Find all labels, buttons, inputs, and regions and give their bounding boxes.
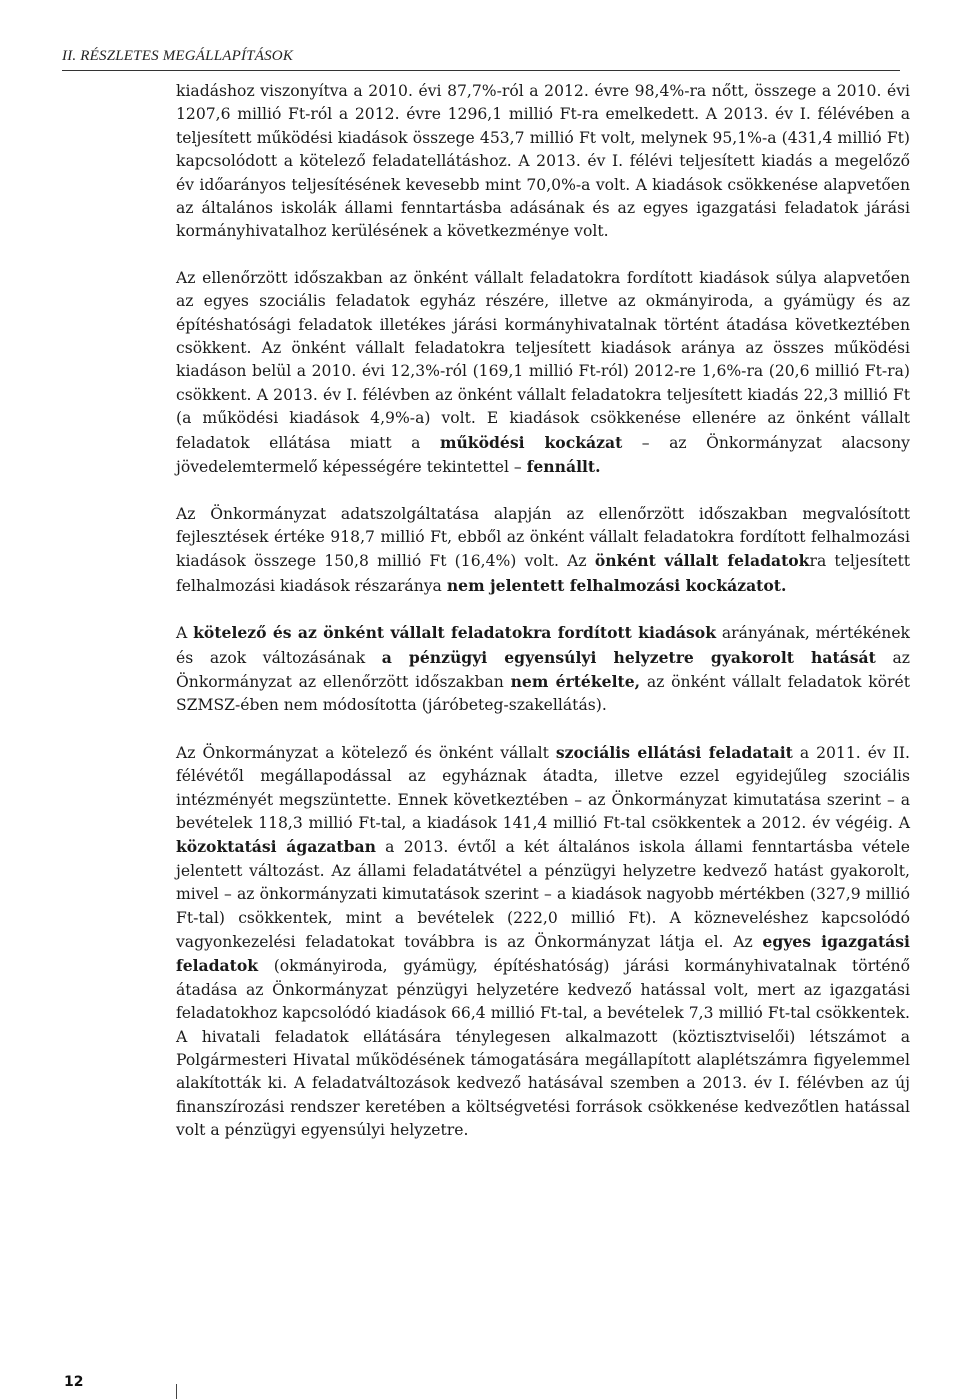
bold-phrase: önként vállalt feladatok	[594, 551, 810, 571]
text-run: arányának, mértékének és azok változásának	[176, 624, 911, 667]
bold-phrase: kötelező és az önként vállalt feladatokra fordított kiadások	[193, 623, 717, 643]
text-run: Az ellenőrzött időszakban az önként vállalt feladatokra fordított kiadások súlya alapvetően az egyes szociális feladatok egyház részére, illetve az okmányiroda, a gyámügy és az építéshatósági feladatok illetékes járási kormányhivatalnak történt átadása következtében csökkent. Az önként vállalt feladatokra teljesített kiadások aránya az összes működési kiadáson belül a 2010. évi 12,3%-ról (169,1 millió Ft-ról) 2012-re 1,6%-ra (20,6 millió Ft-ra) csökkent. A 2013. év I. félévben az önként vállalt feladatokra teljesített kiadás 22,3 millió Ft (a működési kiadások 4,9%-a) volt. E kiadások csökkenése ellenére az önként vállalt feladatok ellátása miatt a	[176, 268, 910, 452]
bold-phrase: egyes igazgatási feladatok	[176, 932, 910, 976]
bold-phrase: szociális ellátási feladatait	[555, 742, 793, 762]
paragraph-3	[176, 503, 910, 599]
page-number: 12	[64, 1374, 84, 1390]
running-header: II. RÉSZLETES MEGÁLLAPÍTÁSOK	[62, 48, 294, 64]
paragraph-5	[176, 741, 910, 1143]
text-run: az önként vállalt feladatok körét SZMSZ-ében nem módosította (járóbeteg-szakellátás).	[176, 672, 910, 715]
text-run: kiadáshoz viszonyítva a 2010. évi 87,7%-ról a 2012. évre 98,4%-ra nőtt, összege a 2010. évi 1207,6 millió Ft-ról a 2012. évre 1296,1 millió Ft-ra emelkedett. A 2013. év I. félévében a teljesített működési kiadások összege 453,7 millió Ft volt, melynek 95,1%-a (431,4 millió Ft) kapcsolódott a kötelező feladatellátáshoz. A 2013. év I. félévi teljesített kiadás a megelőző év időarányos teljesítésének kevesebb mint 70,0%-a volt. A kiadások csökkenése alapvetően az általános iskolák állami fenntartásba adásának és az egyes igazgatási feladatok járási kormányhivatalhoz kerülésének a következménye volt.	[176, 82, 910, 241]
bold-phrase: fennállt.	[526, 457, 601, 477]
text-run: Az Önkormányzat a kötelező és önként vállalt	[176, 743, 556, 762]
text-run: Az Önkormányzat adatszolgáltatása alapján az ellenőrzött időszakban megvalósított fejlesztések értéke 918,7 millió Ft, ebből az önként vállalt feladatokra fordított felhalmozási kiadások összege 150,8 millió Ft (16,4%) volt. Az	[176, 504, 910, 571]
paragraph-4	[176, 621, 910, 718]
text-run: az Önkormányzat az ellenőrzött időszakban	[176, 648, 910, 691]
bold-phrase: közoktatási ágazatban	[176, 837, 376, 857]
text-run: (okmányiroda, gyámügy, építéshatóság) járási kormányhivatalnak történő átadása az Önkormányzat pénzügyi helyzetére kedvező hatással volt, mert az igazgatási feladatokhoz kapcsolódó kiadások 66,4 millió Ft-tal, a bevételek 7,3 millió Ft-tal csökkentek. A hivatali feladatok ellátására ténylegesen alkalmazott (köztisztviselői) létszámot a Polgármesteri Hivatal működésének támogatására megállapított alaplétszámra figyelemmel alakították ki. A feladatváltozások kedvező hatásával szemben a 2013. év I. félévben az új finanszírozási rendszer keretében a költségvetési források csökkenése kedvezőtlen hatással volt a pénzügyi egyensúlyi helyzetre.	[176, 957, 910, 1140]
bold-phrase: nem értékelte,	[510, 671, 641, 691]
text-run: ra teljesített felhalmozási kiadások részaránya	[176, 552, 910, 595]
header-rule	[62, 70, 900, 71]
paragraph-1	[176, 80, 910, 244]
paragraph-2	[176, 267, 910, 480]
bold-phrase: nem jelentett felhalmozási kockázatot.	[446, 575, 787, 595]
body-text	[176, 80, 910, 1166]
bold-phrase: a pénzügyi egyensúlyi helyzetre gyakorolt hatását	[381, 647, 876, 667]
text-run: – az Önkormányzat alacsony jövedelemtermelő képességére tekintettel –	[176, 433, 910, 477]
text-run: a 2011. év II. félévétől megállapodással az egyháznak átadta, illetve ezzel egyidejűleg szociális intézményét megszüntette. Ennek következtében – az Önkormányzat kimutatása szerint – a bevételek 118,3 millió Ft-tal, a kiadások 141,4 millió Ft-tal csökkentek a 2012. év végéig. A	[176, 743, 910, 832]
margin-line	[176, 1384, 177, 1399]
text-run: a 2013. évtől a két általános iskola állami fenntartásba vétele jelentett változást. Az állami feladatátvétel a pénzügyi helyzetre kedvező hatást gyakorolt, mivel – az önkormányzati kimutatások szerint – a kiadások nagyobb mértékben (327,9 millió Ft-tal) csökkentek, mint a bevételek (222,0 millió Ft). A közneveléshez kapcsolódó vagyonkezelési feladatokat továbbra is az Önkormányzat látja el. Az	[176, 838, 910, 951]
bold-phrase: működési kockázat	[439, 432, 623, 452]
text-run: A	[176, 624, 194, 643]
